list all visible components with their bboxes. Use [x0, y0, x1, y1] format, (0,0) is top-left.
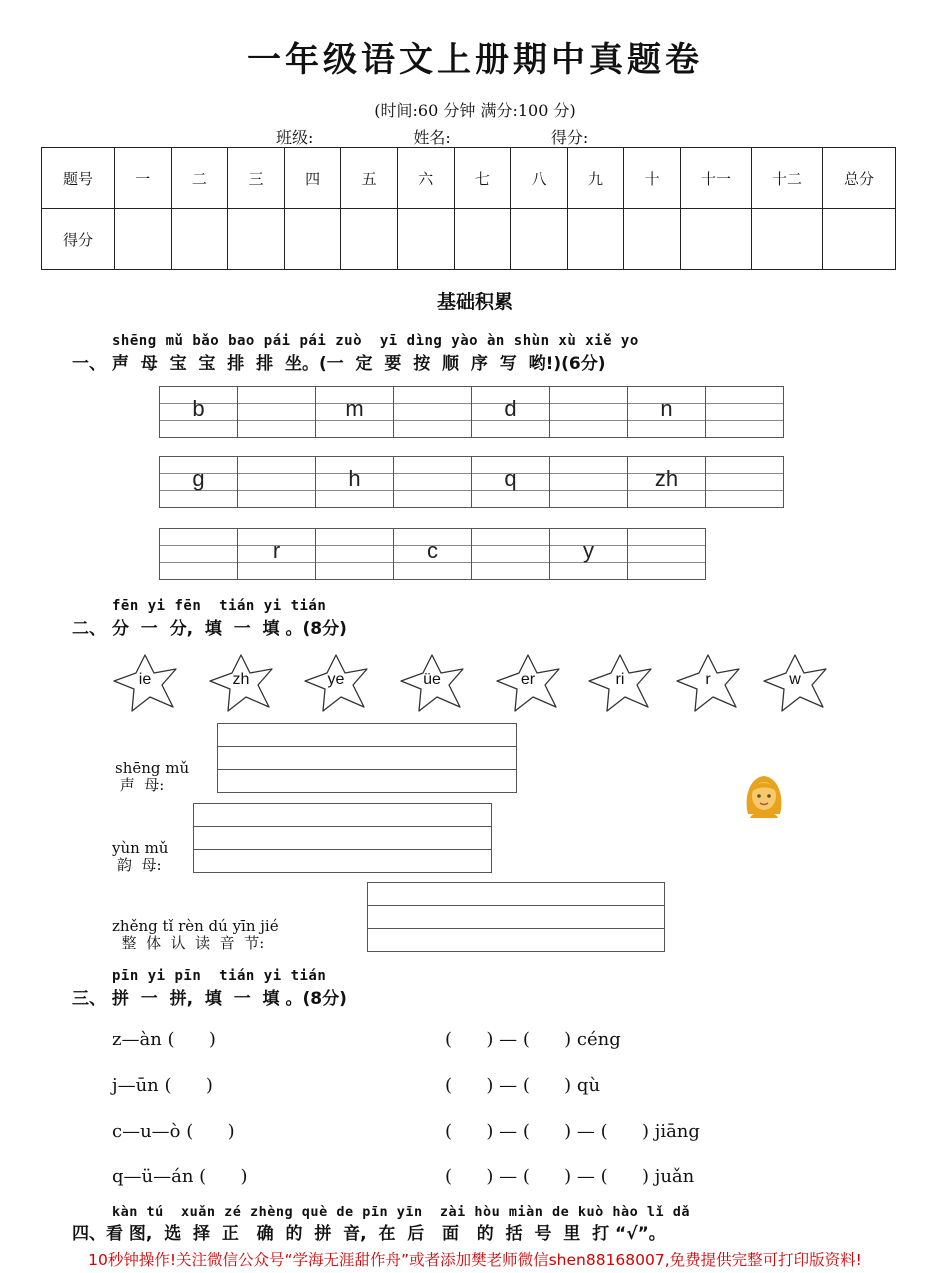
star-card[interactable]: üe	[397, 651, 467, 713]
star-card[interactable]: r	[673, 651, 743, 713]
grid-cell[interactable]	[316, 529, 394, 579]
star-card[interactable]: ie	[110, 651, 180, 713]
q3-left-item[interactable]: z—àn ( )	[112, 1029, 216, 1050]
col-header: 四	[284, 148, 341, 209]
score-cell[interactable]	[284, 209, 341, 270]
shengmu-answer-box[interactable]	[217, 723, 517, 793]
col-header: 五	[341, 148, 398, 209]
grid-cell[interactable]	[550, 387, 628, 437]
student-fields	[276, 125, 700, 148]
grid-cell[interactable]	[394, 457, 472, 507]
score-label: 得分:	[550, 128, 589, 147]
q1-pinyin: shēng mǔ bǎo bao pái pái zuò yī dìng yào àn shùn xù xiě yo	[112, 333, 639, 349]
score-cell[interactable]	[115, 209, 172, 270]
row-label: 得分	[42, 209, 115, 270]
zhengti-label: 整 体 认 读 音 节:	[112, 934, 265, 952]
col-header: 六	[397, 148, 454, 209]
grid-cell[interactable]: q	[472, 457, 550, 507]
score-cell[interactable]	[454, 209, 511, 270]
grid-cell[interactable]	[160, 529, 238, 579]
q3-right-item[interactable]: ( ) — ( ) — ( ) jiāng	[445, 1121, 700, 1142]
q3-heading: 三、 拼 一 拼, 填 一 填 。(8分)	[72, 989, 347, 1009]
section-heading: 基础积累	[436, 291, 513, 313]
grid-cell[interactable]	[706, 457, 783, 507]
score-cell[interactable]	[752, 209, 823, 270]
score-table-score-row	[42, 209, 896, 270]
score-cell[interactable]	[397, 209, 454, 270]
q3-right-item[interactable]: ( ) — ( ) — ( ) juǎn	[445, 1166, 695, 1187]
col-header: 总分	[823, 148, 896, 209]
name-field[interactable]	[451, 131, 551, 148]
header-label: 题号	[42, 148, 115, 209]
col-header: 一	[115, 148, 172, 209]
score-cell[interactable]	[228, 209, 285, 270]
grid-cell[interactable]: zh	[628, 457, 706, 507]
yunmu-answer-box[interactable]	[193, 803, 492, 873]
q1-writing-grid	[159, 456, 784, 508]
name-label: 姓名:	[413, 128, 451, 147]
col-header: 三	[228, 148, 285, 209]
page-title: 一年级语文上册期中真题卷	[247, 40, 703, 80]
star-card[interactable]: er	[493, 651, 563, 713]
footer-banner: 10秒钟操作!关注微信公众号“学海无涯甜作舟”或者添加樊老师微信shen88168007,免费提供完整可打印版资料!	[88, 1251, 862, 1269]
q3-right-item[interactable]: ( ) — ( ) céng	[445, 1029, 621, 1050]
grid-cell[interactable]: c	[394, 529, 472, 579]
score-table-header-row	[42, 148, 896, 209]
q1-heading: 一、 声 母 宝 宝 排 排 坐。(一 定 要 按 顺 序 写 哟!)(6分)	[72, 354, 606, 374]
grid-cell[interactable]: h	[316, 457, 394, 507]
grid-cell[interactable]	[394, 387, 472, 437]
star-card[interactable]: zh	[206, 651, 276, 713]
star-card[interactable]: ye	[301, 651, 371, 713]
class-label: 班级:	[276, 128, 314, 147]
col-header: 九	[567, 148, 624, 209]
exam-info: (时间:60 分钟 满分:100 分)	[374, 101, 576, 120]
score-field[interactable]	[588, 131, 700, 148]
grid-cell[interactable]	[706, 387, 783, 437]
score-cell[interactable]	[567, 209, 624, 270]
zhengti-answer-box[interactable]	[367, 882, 665, 952]
q4-pinyin: kàn tú xuǎn zé zhèng què de pīn yīn zài hòu miàn de kuò hào lǐ dǎ	[112, 1204, 691, 1220]
col-header: 七	[454, 148, 511, 209]
score-cell[interactable]	[681, 209, 752, 270]
grid-cell[interactable]: n	[628, 387, 706, 437]
grid-cell[interactable]: d	[472, 387, 550, 437]
q3-right-item[interactable]: ( ) — ( ) qù	[445, 1075, 601, 1096]
q3-left-item[interactable]: q—ü—án ( )	[112, 1166, 248, 1187]
col-header: 十二	[752, 148, 823, 209]
q3-left-item[interactable]: c—u—ò ( )	[112, 1121, 235, 1142]
grid-cell[interactable]	[550, 457, 628, 507]
grid-cell[interactable]	[238, 457, 316, 507]
score-cell[interactable]	[341, 209, 398, 270]
shengmu-pinyin: shēng mǔ	[115, 759, 190, 777]
yunmu-label: 韵 母:	[117, 856, 162, 874]
zhengti-pinyin: zhěng tǐ rèn dú yīn jié	[112, 917, 279, 935]
grid-cell[interactable]: b	[160, 387, 238, 437]
col-header: 十一	[681, 148, 752, 209]
q3-pinyin: pīn yi pīn tián yi tián	[112, 968, 327, 984]
grid-cell[interactable]: r	[238, 529, 316, 579]
col-header: 十	[624, 148, 681, 209]
col-header: 二	[171, 148, 228, 209]
q1-writing-grid	[159, 386, 784, 438]
grid-cell[interactable]: y	[550, 529, 628, 579]
q4-heading: 四、看 图, 选 择 正 确 的 拼 音, 在 后 面 的 括 号 里 打 “√”。	[72, 1224, 666, 1244]
q2-heading: 二、 分 一 分, 填 一 填 。(8分)	[72, 619, 347, 639]
star-card[interactable]: w	[760, 651, 830, 713]
grid-cell[interactable]	[238, 387, 316, 437]
star-card[interactable]: ri	[585, 651, 655, 713]
q3-left-item[interactable]: j—ūn ( )	[112, 1075, 213, 1096]
q1-writing-grid	[159, 528, 706, 580]
score-cell[interactable]	[823, 209, 896, 270]
grid-cell[interactable]	[628, 529, 705, 579]
score-cell[interactable]	[171, 209, 228, 270]
col-header: 八	[511, 148, 568, 209]
shengmu-label: 声 母:	[115, 776, 165, 794]
grid-cell[interactable]: m	[316, 387, 394, 437]
score-table	[41, 147, 896, 270]
score-cell[interactable]	[624, 209, 681, 270]
grid-cell[interactable]: g	[160, 457, 238, 507]
yunmu-pinyin: yùn mǔ	[112, 839, 169, 857]
score-cell[interactable]	[511, 209, 568, 270]
class-field[interactable]	[313, 131, 413, 148]
q2-pinyin: fēn yi fēn tián yi tián	[112, 598, 327, 614]
grid-cell[interactable]	[472, 529, 550, 579]
girl-avatar-icon	[742, 772, 786, 818]
